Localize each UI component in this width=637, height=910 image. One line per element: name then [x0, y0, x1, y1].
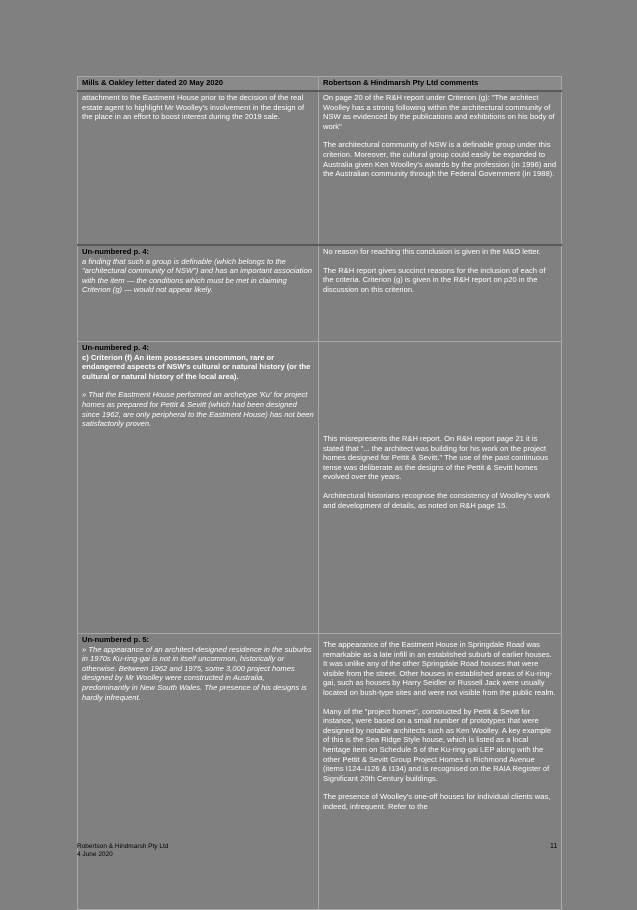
right-paragraph: This misrepresents the R&H report. On R&H report page 21 it is stated that "... the architect was building for his work on the project homes designed for Pettit & Sevitt." The use of the past continuous tense was deliberate as the designs of the Pettit & Sevitt homes evolved over the years.: [323, 434, 549, 482]
right-paragraph: The architectural community of NSW is a definable group under this criterion. Moreover, the cultural group could easily be expanded to Australia given Ken Woolley's awards by the profession (in 1996) and the Australian community through the Federal Government (in 1988).: [323, 140, 557, 179]
left-cell: [78, 634, 319, 910]
right-paragraph: Architectural historians recognise the consistency of Woolley's work and development of details, as noted on R&H page 15.: [323, 490, 551, 510]
footer-company: Robertson & Hindmarsh Pty Ltd: [77, 843, 169, 850]
right-paragraph: Many of the "project homes", constructed by Pettit & Sevitt for instance, were based on a small number of prototypes that were designed by notable architects such as Ken Woolley. A key example of this is the Sea Ridge Style house, which is listed as a local heritage item on Schedule 5 of the Ku-ring-gai LEP along with the other Pettit & Sevitt Group Project Homes in Richmond Avenue (items I124–I126 & I134) and is recognised on the RAIA Register of Significant 20th Century buildings.: [323, 706, 552, 783]
page-reference: Un-numbered p. 5:: [82, 635, 150, 644]
page-number: 11: [550, 843, 558, 850]
left-cell: [78, 245, 319, 342]
right-paragraph: No reason for reaching this conclusion is given in the M&O letter.: [323, 247, 541, 256]
table-row: [78, 634, 562, 910]
left-cell: [78, 91, 319, 245]
table-header-row: [78, 77, 562, 92]
left-paragraph: » The appearance of an architect-designed residence in the suburbs in 1970s Ku-ring-gai is not in itself uncommon, historically or otherwise. Between 1962 and 1975, some 3,000 project homes designed by Mr Woolley were constructed in Australia, predominantly in New South Wales. The presence of his designs is hardly infrequent.: [82, 644, 312, 702]
left-paragraph: attachment to the Eastment House prior to the decision of the real estate agent to highlight Mr Woolley's involvement in the design of the place in an effort to boost interest during the 2019 sale.: [82, 93, 305, 122]
header-right: Robertson & Hindmarsh Pty Ltd comments: [319, 77, 562, 92]
left-paragraph: a finding that such a group is definable (which belongs to the "architectural community of NSW") and has an important association with the item — the conditions which must be met in claiming Criterion (g) — would not appear likely.: [82, 256, 312, 295]
table-row: [78, 342, 562, 634]
right-paragraph: On page 20 of the R&H report under Criterion (g): "The architect Woolley has a strong following within the architectural community of NSW as evidenced by the publications and exhibitions on his body of work": [323, 93, 555, 131]
comparison-table: [77, 76, 562, 910]
right-paragraph: The R&H report gives succinct reasons for the inclusion of each of the criteria. Criterion (g) is given in the R&H report on p20 in the discussion on this criterion.: [323, 265, 546, 294]
footer-date: 4 June 2020: [77, 851, 113, 858]
page-reference: Un-numbered p. 4:: [82, 247, 150, 256]
left-paragraph: » That the Eastment House performed an archetype 'Ku' for project homes as prepared for Pettit & Sevitt (which had been designed since 1962, are only peripheral to the Eastment House) has not been satisfactorily proven.: [82, 390, 314, 429]
table-row: [78, 91, 562, 245]
right-paragraph: The appearance of the Eastment House in Springdale Road was remarkable as a late infill in an established suburb of earlier houses. It was unlike any of the other Springdale Road houses that were visible from the street. Other houses in established areas of Ku-ring-gai, such as houses by Harry Seidler or Russell Jack were usually located on bush-type sites and were not visible from the public realm.: [323, 640, 556, 697]
header-left: Mills & Oakley letter dated 20 May 2020: [78, 77, 319, 92]
page-reference: Un-numbered p. 4:: [82, 343, 150, 352]
left-paragraph: c) Criterion (f) An item possesses uncommon, rare or endangered aspects of NSW's cultural or natural history (or the cultural or natural history of the local area).: [82, 352, 311, 381]
table-row: [78, 245, 562, 342]
right-paragraph: The presence of Woolley's one-off houses for individual clients was, indeed, infrequent. Refer to the: [323, 792, 551, 811]
right-cell: [319, 91, 562, 245]
right-cell: [319, 245, 562, 342]
footer-left: [77, 843, 168, 859]
right-cell: [319, 634, 562, 910]
left-cell: [78, 342, 319, 634]
right-cell: [319, 342, 562, 634]
